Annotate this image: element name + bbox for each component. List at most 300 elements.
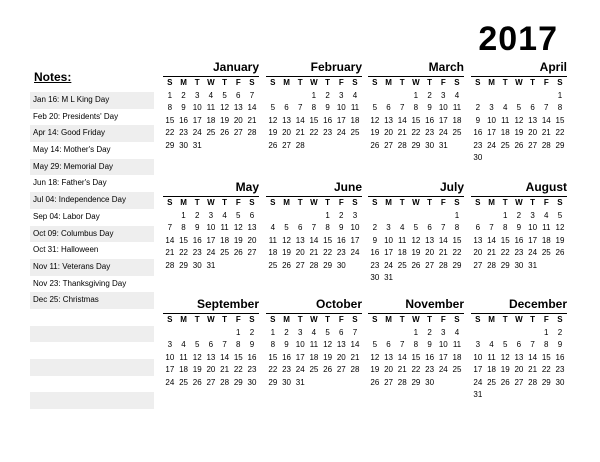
day-cell: 1 [236,327,241,337]
day-cell: 8 [557,103,563,112]
day-cell: 8 [236,340,241,349]
day-cell: 17 [295,352,305,362]
day-cell: 6 [386,103,391,112]
day-cell: 22 [541,365,551,374]
weekday-header: T [530,78,536,87]
weekday-header: S [249,198,255,207]
day-cell: 8 [311,103,317,112]
day-cell: 20 [528,128,538,137]
day-cell: 6 [284,103,289,112]
day-cell: 24 [528,248,538,257]
day-blank [266,210,280,223]
day-cell: 23 [425,365,435,374]
weekday-header: F [440,78,446,87]
day-cell: 19 [282,248,291,257]
day-cell: 6 [249,210,255,220]
day-cell: 10 [206,223,216,232]
month-name: March [428,60,464,74]
weekday-header: T [502,78,508,87]
day-cell: 16 [247,352,257,362]
day-cell: 4 [311,327,317,337]
day-cell: 4 [208,90,214,100]
day-cell: 1 [557,90,563,100]
day-cell: 13 [384,115,393,125]
day-cell: 20 [206,365,216,374]
day-cell: 2 [516,210,522,220]
day-cell: 11 [452,340,462,349]
day-cell: 21 [247,115,257,125]
day-cell: 11 [452,103,462,112]
day-cell: 3 [489,103,494,112]
day-cell: 24 [295,365,305,374]
day-cell: 13 [336,340,346,349]
day-cell: 18 [350,115,360,125]
day-cell: 25 [452,365,462,374]
day-cell: 14 [350,340,360,349]
weekday-header: T [297,315,303,324]
day-cell: 22 [268,365,278,374]
day-cell: 19 [555,235,565,245]
day-blank [395,210,409,223]
day-cell: 31 [384,273,393,282]
day-cell: 2 [284,327,289,337]
day-cell: 23 [247,365,257,374]
day-cell: 6 [530,103,535,112]
month-november [368,297,464,389]
day-cell: 13 [514,352,524,362]
day-cell: 9 [249,340,255,349]
weekday-header: S [557,198,563,207]
day-cell: 3 [441,90,446,100]
day-cell: 9 [325,103,330,112]
day-cell: 13 [384,352,393,362]
month-name: September [196,297,259,311]
day-blank [423,210,437,223]
day-blank [395,327,409,340]
day-cell: 4 [270,223,276,232]
day-blank [485,327,499,340]
day-cell: 3 [297,327,303,337]
day-cell: 5 [516,103,522,112]
weekday-header: M [488,78,495,87]
day-cell: 3 [475,340,481,349]
day-cell: 25 [206,128,216,137]
weekday-header: W [515,198,523,207]
day-cell: 29 [500,260,510,270]
day-cell: 24 [165,377,175,387]
day-cell: 5 [222,90,227,100]
day-cell: 31 [473,390,483,399]
day-cell: 19 [514,128,524,137]
weekday-header: M [180,315,187,324]
day-cell: 25 [500,140,510,150]
day-cell: 15 [165,115,175,125]
day-cell: 17 [336,115,346,125]
day-blank [163,327,177,340]
note-row: Jul 04: Independence Day [30,192,154,209]
day-cell: 2 [339,210,344,220]
day-cell: 6 [236,90,241,100]
day-cell: 1 [181,210,186,220]
day-blank [293,210,307,223]
weekday-header: T [399,78,405,87]
note-row [30,392,154,409]
day-cell: 27 [528,140,538,150]
day-cell: 19 [233,235,243,245]
day-cell: 30 [336,260,346,270]
day-cell: 3 [530,210,535,220]
day-cell: 16 [282,352,291,362]
day-cell: 17 [473,365,483,374]
day-cell: 18 [500,128,510,137]
day-cell: 22 [309,128,319,137]
weekday-header: M [488,315,495,324]
day-cell: 19 [411,248,421,257]
day-cell: 29 [452,260,462,270]
day-cell: 28 [397,140,407,150]
weekday-header: S [249,315,255,324]
day-cell: 13 [282,115,291,125]
day-cell: 27 [282,140,291,150]
day-blank [471,327,485,340]
weekday-header: S [270,78,276,87]
day-cell: 20 [425,248,435,257]
note-row: May 29: Memorial Day [30,159,154,176]
day-cell: 11 [501,115,510,125]
day-cell: 10 [384,235,393,245]
day-cell: 30 [555,377,565,387]
weekday-header: F [440,315,446,324]
day-cell: 7 [311,223,317,232]
weekday-header: S [167,198,173,207]
day-cell: 28 [247,128,257,137]
day-cell: 7 [399,103,405,112]
day-cell: 23 [192,248,202,257]
day-cell: 26 [370,140,380,150]
day-cell: 8 [502,223,508,232]
day-blank [471,210,485,223]
day-cell: 4 [454,327,460,337]
day-cell: 5 [284,223,289,232]
day-cell: 20 [247,235,257,245]
day-cell: 12 [220,103,230,112]
day-cell: 4 [489,340,494,349]
day-cell: 13 [295,235,305,245]
weekday-header: T [399,315,405,324]
day-cell: 25 [179,377,188,387]
day-cell: 19 [323,352,333,362]
weekday-header: W [515,78,523,87]
weekday-header: F [543,198,549,207]
day-cell: 10 [336,103,346,112]
day-cell: 25 [541,248,551,257]
day-cell: 28 [220,377,230,387]
day-cell: 26 [192,377,202,387]
note-row [30,409,154,426]
weekday-header: M [283,198,290,207]
day-cell: 27 [384,377,393,387]
weekday-header: W [412,78,420,87]
notes-list [30,92,154,426]
note-row [30,342,154,359]
day-cell: 5 [325,327,330,337]
day-cell: 21 [397,128,407,137]
day-cell: 22 [500,248,510,257]
day-cell: 25 [220,248,230,257]
day-cell: 27 [425,260,435,270]
day-cell: 14 [397,115,407,125]
weekday-header: F [338,198,344,207]
day-blank [526,327,540,340]
day-cell: 1 [502,210,508,220]
month-march [368,60,464,152]
day-cell: 12 [555,223,565,232]
note-row: Dec 25: Christmas [30,292,154,309]
day-cell: 30 [370,273,380,282]
note-row [30,309,154,326]
day-cell: 15 [541,352,551,362]
weekday-header: T [325,315,331,324]
day-cell: 23 [336,248,346,257]
day-cell: 17 [384,248,393,257]
day-cell: 1 [325,210,330,220]
day-cell: 16 [555,352,565,362]
day-cell: 3 [194,90,200,100]
day-cell: 8 [325,223,330,232]
day-cell: 16 [514,235,524,245]
day-cell: 19 [500,365,510,374]
weekday-header: T [399,198,405,207]
day-cell: 22 [411,128,421,137]
day-cell: 22 [179,248,188,257]
day-blank [436,210,450,223]
day-cell: 2 [557,327,563,337]
day-blank [280,210,294,223]
day-cell: 3 [208,210,214,220]
day-cell: 14 [487,235,496,245]
weekday-header: S [557,78,563,87]
day-cell: 8 [270,340,276,349]
weekday-header: M [385,78,392,87]
note-row: Apr 14: Good Friday [30,125,154,142]
day-cell: 16 [336,235,346,245]
day-cell: 30 [192,260,202,270]
day-cell: 8 [413,103,419,112]
day-cell: 13 [473,235,483,245]
weekday-header: W [310,315,318,324]
day-cell: 29 [268,377,278,387]
weekday-header: M [283,315,290,324]
month-july [368,180,464,285]
day-cell: 12 [268,115,278,125]
weekday-header: T [222,198,228,207]
day-cell: 5 [372,103,378,112]
day-cell: 30 [425,140,435,150]
day-cell: 1 [311,90,317,100]
notes-title: Notes: [34,70,72,84]
day-cell: 10 [473,352,483,362]
day-cell: 17 [438,115,448,125]
day-cell: 3 [386,223,391,232]
weekday-header: W [310,198,318,207]
day-cell: 18 [397,248,407,257]
day-cell: 17 [206,235,216,245]
day-cell: 18 [452,352,462,362]
day-cell: 7 [167,223,173,232]
day-cell: 26 [233,248,243,257]
day-cell: 12 [370,115,380,125]
day-blank [280,90,294,103]
note-row: Oct 09: Columbus Day [30,226,154,243]
weekday-header: S [372,198,378,207]
year-title: 2017 [478,20,558,58]
note-row [30,376,154,393]
day-cell: 23 [473,140,483,150]
month-june [266,180,362,272]
day-cell: 28 [295,140,305,150]
day-cell: 4 [502,103,508,112]
day-cell: 29 [411,377,421,387]
day-cell: 5 [194,340,200,349]
day-cell: 17 [165,365,175,374]
day-cell: 2 [372,223,378,232]
note-row: Oct 31: Halloween [33,245,99,255]
month-name: July [439,180,464,194]
day-cell: 21 [397,365,407,374]
day-cell: 10 [528,223,538,232]
day-cell: 28 [350,365,360,374]
day-cell: 22 [323,248,333,257]
weekday-header: T [427,78,433,87]
day-cell: 21 [350,352,360,362]
day-blank [266,90,280,103]
day-blank [218,327,232,340]
day-cell: 26 [514,140,524,150]
day-cell: 7 [530,340,535,349]
weekday-header: T [530,198,536,207]
month-january [163,60,259,152]
day-blank [526,90,540,103]
day-cell: 9 [284,340,289,349]
day-cell: 14 [309,235,319,245]
day-cell: 21 [220,365,230,374]
day-cell: 22 [555,128,565,137]
day-cell: 25 [452,128,462,137]
day-cell: 9 [339,223,344,232]
day-cell: 27 [336,365,346,374]
day-cell: 2 [427,90,432,100]
day-cell: 12 [500,352,510,362]
day-cell: 23 [425,128,435,137]
day-cell: 25 [487,377,496,387]
day-cell: 27 [247,248,257,257]
day-cell: 15 [323,235,333,245]
weekday-header: S [167,78,173,87]
day-cell: 24 [336,128,346,137]
day-cell: 30 [514,260,524,270]
day-cell: 22 [452,248,462,257]
day-cell: 19 [220,115,230,125]
day-cell: 12 [282,235,291,245]
day-cell: 27 [473,260,483,270]
day-cell: 7 [441,223,446,232]
day-cell: 29 [555,140,565,150]
weekday-header: T [502,198,508,207]
weekday-header: W [515,315,523,324]
day-cell: 5 [502,340,508,349]
day-blank [512,327,526,340]
weekday-header: T [297,78,303,87]
day-cell: 17 [438,352,448,362]
day-cell: 6 [386,340,391,349]
day-cell: 25 [309,365,319,374]
weekday-header: S [352,198,358,207]
day-cell: 18 [452,115,462,125]
day-cell: 17 [487,128,496,137]
day-cell: 9 [372,235,378,245]
day-cell: 28 [397,377,407,387]
day-cell: 22 [411,365,421,374]
weekday-header: S [352,78,358,87]
day-cell: 10 [295,340,305,349]
weekday-header: M [488,198,495,207]
day-cell: 1 [167,90,173,100]
note-row [30,326,154,343]
day-cell: 19 [268,128,278,137]
day-cell: 20 [473,248,483,257]
day-cell: 23 [282,365,291,374]
day-cell: 13 [528,115,538,125]
day-cell: 23 [323,128,333,137]
day-cell: 9 [557,340,563,349]
day-blank [177,327,191,340]
day-cell: 2 [475,103,481,112]
day-cell: 7 [249,90,255,100]
day-cell: 3 [352,210,358,220]
day-cell: 11 [398,235,407,245]
day-cell: 14 [295,115,305,125]
day-cell: 31 [206,260,216,270]
day-blank [498,90,512,103]
day-cell: 17 [350,235,360,245]
day-cell: 28 [309,260,319,270]
day-cell: 28 [438,260,448,270]
day-cell: 1 [454,210,460,220]
day-cell: 18 [179,365,188,374]
month-december [471,297,567,402]
day-blank [190,327,204,340]
weekday-header: T [194,315,200,324]
day-cell: 8 [454,223,460,232]
day-cell: 8 [544,340,549,349]
day-cell: 2 [249,327,255,337]
day-cell: 21 [487,248,496,257]
month-may [163,180,259,272]
day-cell: 18 [206,115,216,125]
day-cell: 29 [233,377,243,387]
day-cell: 2 [181,90,186,100]
weekday-header: F [338,315,344,324]
day-cell: 13 [425,235,435,245]
day-blank [539,90,553,103]
day-cell: 8 [413,340,419,349]
day-cell: 19 [370,128,380,137]
day-cell: 30 [179,140,188,150]
day-cell: 14 [541,115,551,125]
weekday-header: W [412,198,420,207]
day-cell: 28 [541,140,551,150]
day-blank [498,327,512,340]
